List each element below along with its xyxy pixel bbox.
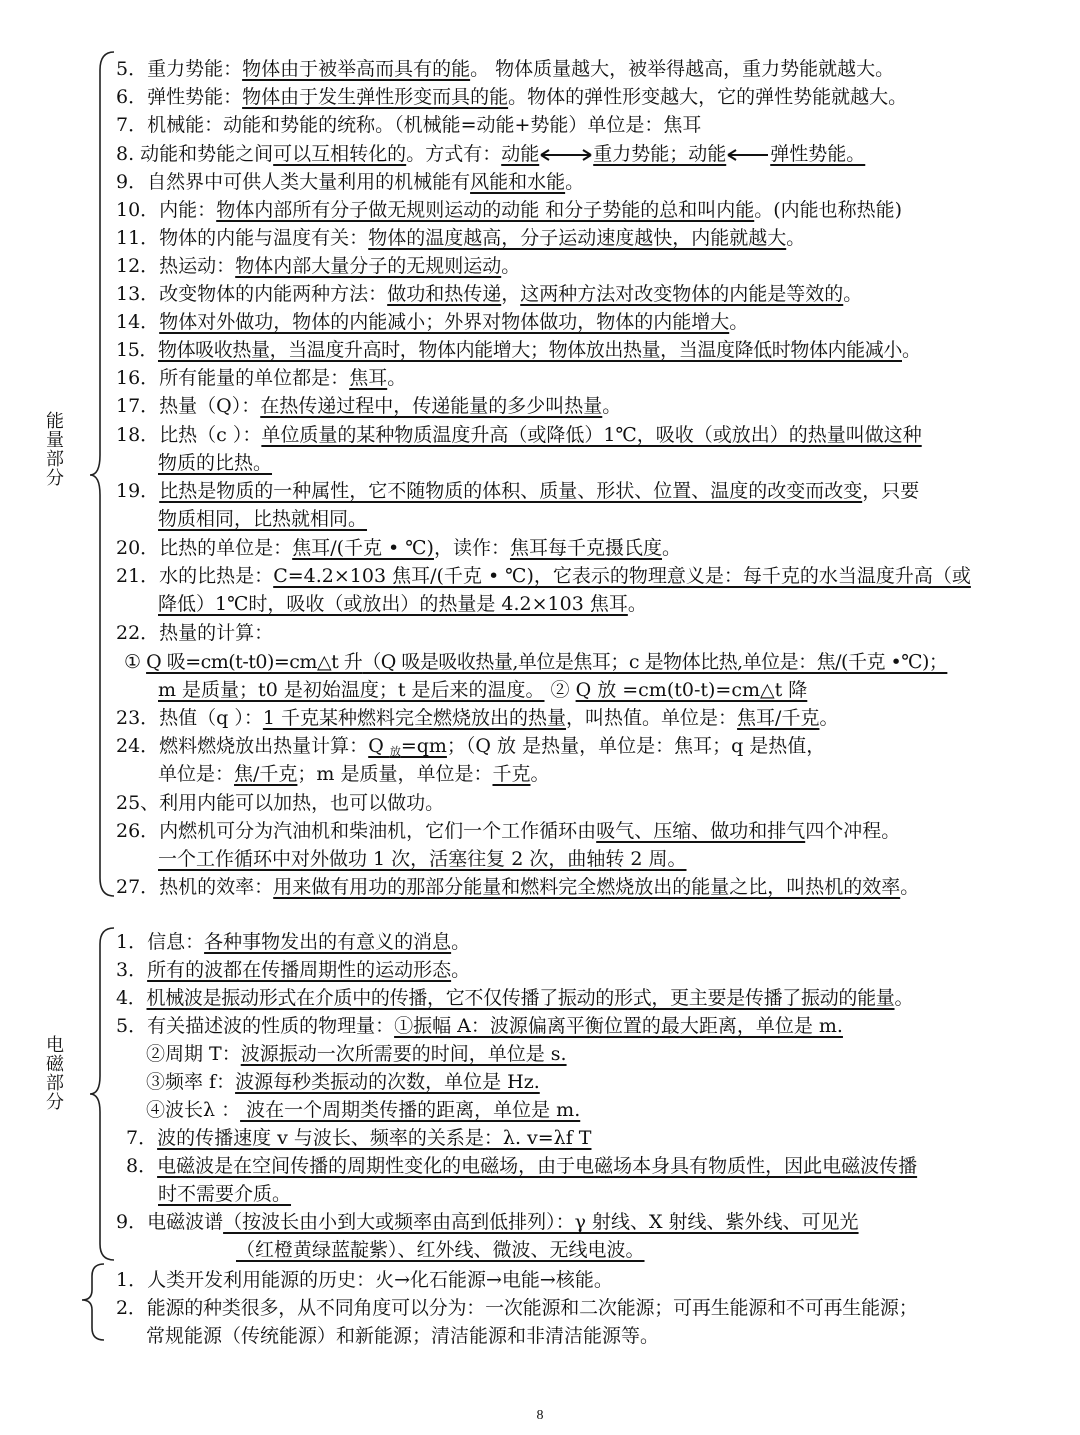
energy-brace [88,50,118,900]
item-16: 16．所有能量的单位都是：焦耳。 [116,367,407,389]
energy-source-item-2-cont: 常规能源（传统能源）和新能源；清洁能源和非清洁能源等。 [146,1325,660,1347]
item-11: 11．物体的内能与温度有关：物体的温度越高，分子运动速度越快，内能就越大。 [116,227,806,249]
item-18-cont: 物质的比热。 [158,452,273,474]
em-item-3: 3．所有的波都在传播周期性的运动形态。 [116,959,471,981]
em-item-5: 5．有关描述波的性质的物理量：①振幅 A：波源偏离平衡位置的最大距离，单位是 m. [116,1015,843,1037]
em-brace [88,926,118,1266]
item-27: 27．热机的效率：用来做有用功的那部分能量和燃料完全燃烧放出的能量之比，叫热机的效率。 [116,876,920,898]
em-item-5-wavelength: ④波长λ ： 波在一个周期类传播的距离，单位是 m. [146,1099,581,1121]
page-number: 8 [536,1408,544,1423]
item-9: 9．自然界中可供人类大量利用的机械能有风能和水能。 [116,171,585,193]
em-item-5-frequency: ③频率 f：波源每秒类振动的次数，单位是 Hz. [146,1071,540,1093]
energy-source-item-1: 1．人类开发利用能源的历史：火→化石能源→电能→核能。 [116,1269,613,1291]
em-item-5-period: ②周期 T：波源振动一次所需要的时间，单位是 s. [146,1043,567,1065]
item-7: 7．机械能：动能和势能的统称。（机械能=动能+势能）单位是：焦耳 [116,114,702,136]
item-20: 20．比热的单位是：焦耳/(千克 • ℃)，读作：焦耳每千克摄氏度。 [116,537,682,559]
item-19-cont: 物质相同，比热就相同。 [158,508,368,530]
item-8: 8. 动能和势能之间可以互相转化的。方式有：动能 重力势能；动能 弹性势能。 [116,143,866,165]
item-21: 21．水的比热是：C=4.2×103 焦耳/(千克 • ℃)，它表示的物理意义是：每千克的水当温度升高（或 [116,565,971,587]
item-22-formula-2: m 是质量；t0 是初始温度；t 是后来的温度。 ② Q 放 =cm(t0-t)=cm△t 降 [158,679,808,701]
em-item-4: 4．机械波是振动形式在介质中的传播，它不仅传播了振动的形式，更主要是传播了振动的能量。 [116,987,914,1009]
item-24-cont: 单位是：焦/千克；m 是质量，单位是：千克。 [158,763,550,785]
item-26-cont: 一个工作循环中对外做功 1 次，活塞往复 2 次，曲轴转 2 周。 [158,848,687,870]
em-item-9: 9．电磁波谱（按波长由小到大或频率由高到低排列）：γ 射线、X 射线、紫外线、可见光 [116,1211,859,1233]
item-22-formula-1: ① Q 吸=cm(t-t0)=cm△t 升（Q 吸是吸收热量,单位是焦耳；c 是物体比热,单位是：焦/(千克 •℃)； [124,651,948,673]
left-arrow-icon [726,148,770,162]
item-17: 17．热量（Q）：在热传递过程中，传递能量的多少叫热量。 [116,395,622,417]
item-14: 14．物体对外做功，物体的内能减小；外界对物体做功，物体的内能增大。 [116,311,749,333]
em-item-9-cont: （红橙黄绿蓝靛紫）、红外线、微波、无线电波。 [236,1239,645,1261]
item-23: 23．热值（q ）：1 千克某种燃料完全燃烧放出的热量，叫热值。单位是：焦耳/千克。 [116,707,839,729]
item-15: 15．物体吸收热量，当温度升高时，物体内能增大；物体放出热量，当温度降低时物体内能减小。 [116,339,921,361]
item-13: 13．改变物体的内能两种方法：做功和热传递，这两种方法对改变物体的内能是等效的。 [116,283,863,305]
item-18: 18．比热（c ）：单位质量的某种物质温度升高（或降低）1℃，吸收（或放出）的热量叫做这种 [116,424,922,446]
item-25: 25、利用内能可以加热，也可以做功。 [116,792,445,814]
energy-section-label: 能 量 部 分 [46,411,64,489]
item-19: 19．比热是物质的一种属性，它不随物质的体积、质量、形状、位置、温度的改变而改变，只要 [116,480,920,502]
item-21-cont: 降低）1℃时，吸收（或放出）的热量是 4.2×103 焦耳。 [158,593,647,615]
item-10: 10．内能：物体内部所有分子做无规则运动的动能 和分子势能的总和叫内能。(内能也称热能) [116,199,903,221]
item-6: 6．弹性势能：物体由于发生弹性形变而具的能。物体的弹性形变越大，它的弹性势能就越大。 [116,86,908,108]
item-24: 24．燃料燃烧放出热量计算：Q $_放$=qm；（Q 放 是热量，单位是：焦耳；q 是热值， [116,735,826,758]
item-12: 12．热运动：物体内部大量分子的无规则运动。 [116,255,521,277]
energy-source-item-2: 2．能源的种类很多，从不同角度可以分为：一次能源和二次能源；可再生能源和不可再生能源； [116,1297,918,1319]
energy-source-brace [78,1262,108,1342]
item-22: 22．热量的计算： [116,622,274,644]
em-section-label: 电 磁 部 分 [46,1035,64,1113]
em-item-7: 7．波的传播速度 v 与波长、频率的关系是：λ. v=λf T [126,1127,592,1149]
double-arrow-icon [539,148,593,162]
item-26: 26．内燃机可分为汽油机和柴油机，它们一个工作循环由吸气、压缩、做功和排气四个冲程。 [116,820,901,842]
item-5: 5．重力势能：物体由于被举高而具有的能。 物体质量越大，被举得越高，重力势能就越大。 [116,58,895,80]
em-item-8: 8．电磁波是在空间传播的周期性变化的电磁场，由于电磁场本身具有物质性，因此电磁波传播 [126,1155,918,1177]
em-item-1: 1．信息：各种事物发出的有意义的消息。 [116,931,471,953]
em-item-8-cont: 时不需要介质。 [158,1183,292,1205]
